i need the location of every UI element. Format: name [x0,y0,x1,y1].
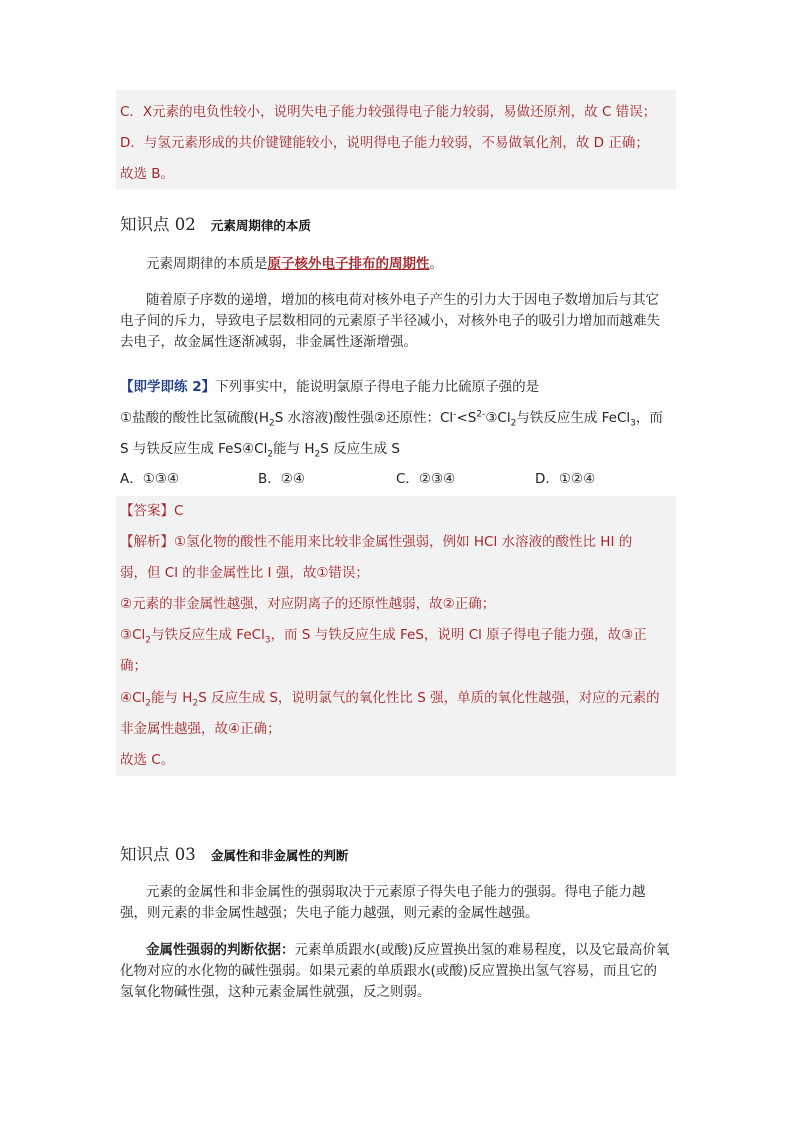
option-c: C．②③④ [396,471,456,487]
kp03-heading [120,841,348,865]
kp02-title: 元素周期律的本质 [210,218,311,233]
kp02-intro-suffix: 。 [429,256,443,272]
option-a: A．①③④ [120,471,180,487]
exercise2-question [120,381,539,395]
option-d: D．①②④ [535,471,596,487]
option-d-analysis: D．与氢元素形成的共价键键能较小，说明得电子能力较弱，不易做氧化剂，故 D 正确； [120,135,649,151]
analysis-line1: 【解析】①氢化物的酸性不能用来比较非金属性强弱，例如 HCl 水溶液的酸性比 HI 的 [120,534,633,550]
basis-text: 元素单质跟水(或酸)反应置换出氢的难易程度，以及它最高价氧化物对应的水化物的碱性强弱。如果元素的单质跟水(或酸)反应置换出氢气容易，而且它的氢氧化物碱性强，这种元素金属性就强，反之则弱。 [120,942,670,1000]
analysis-line3: $③Cl_2$与铁反应生成 FeCl$_3$，而 S 与铁反应生成 FeS，说明 Cl 原子得电子能力强，故③正 [120,627,647,646]
option-c-analysis: C．X元素的电负性较小，说明失电子能力较强得电子能力较弱，易做还原剂，故 C 错误； [120,104,657,120]
answer-line: 【答案】C [120,503,184,519]
analysis-line2: ②元素的非金属性越强，对应阴离子的还原性越弱，故②正确； [120,596,496,612]
kp03-label: 知识点 03 [120,845,196,864]
kp02-paragraph: 随着原子序数的递增，增加的核电荷对核外电子产生的引力大于因电子数增加后与其它电子间的斥力，导致电子层数相同的元素原子半径减小，对核外电子的吸引力增加而越难失去电子，故金属性逐渐减弱，非金属性逐渐增强。 [120,292,660,350]
analysis-line3b: 确； [120,658,147,674]
kp02-intro-prefix: 元素周期律的本质是 [146,256,268,272]
conclusion-b: 故选 B。 [120,166,175,182]
analysis-line4: $④Cl_2$能与 $H_2S$ 反应生成 S，说明氯气的氧化性比 S 强，单质的氧化性越强，对应的元素的 [120,690,660,709]
exercise-question-text: 下列事实中，能说明氯原子得电子能力比硫原子强的是 [215,379,540,395]
kp03-paragraph: 元素的金属性和非金属性的强弱取决于元素原子得失电子能力的强弱。得电子能力越强，则元素的非金属性越强；失电子能力越强，则元素的金属性越强。 [120,884,646,921]
kp03-basis [120,940,670,1003]
analysis-line4b: 非金属性越强，故④正确； [120,721,281,737]
option-b: B．②④ [258,471,305,487]
basis-label: 金属性强弱的判断依据： [146,942,295,958]
exercise2-items-line2: S 与铁反应生成 $FeS④Cl_2$能与 $H_2S$ 反应生成 S [120,441,400,460]
exercise-tag: 【即学即练 2】 [120,379,216,395]
exercise2-items-line1: ①盐酸的酸性比氢硫酸($H_2S$ 水溶液)酸性强②还原性：$Cl^-<S^{2-}③Cl_2$与铁反应生成 FeCl$_3$，而 [120,409,663,429]
kp03-title: 金属性和非金属性的判断 [210,848,349,863]
analysis-line1b: 弱，但 Cl 的非金属性比 I 强，故①错误； [120,565,369,581]
analysis-line5: 故选 C。 [120,752,175,768]
kp02-label: 知识点 02 [120,215,196,234]
kp02-intro [146,258,443,272]
kp02-heading [120,211,311,235]
kp02-intro-highlight: 原子核外电子排布的周期性 [267,256,430,272]
